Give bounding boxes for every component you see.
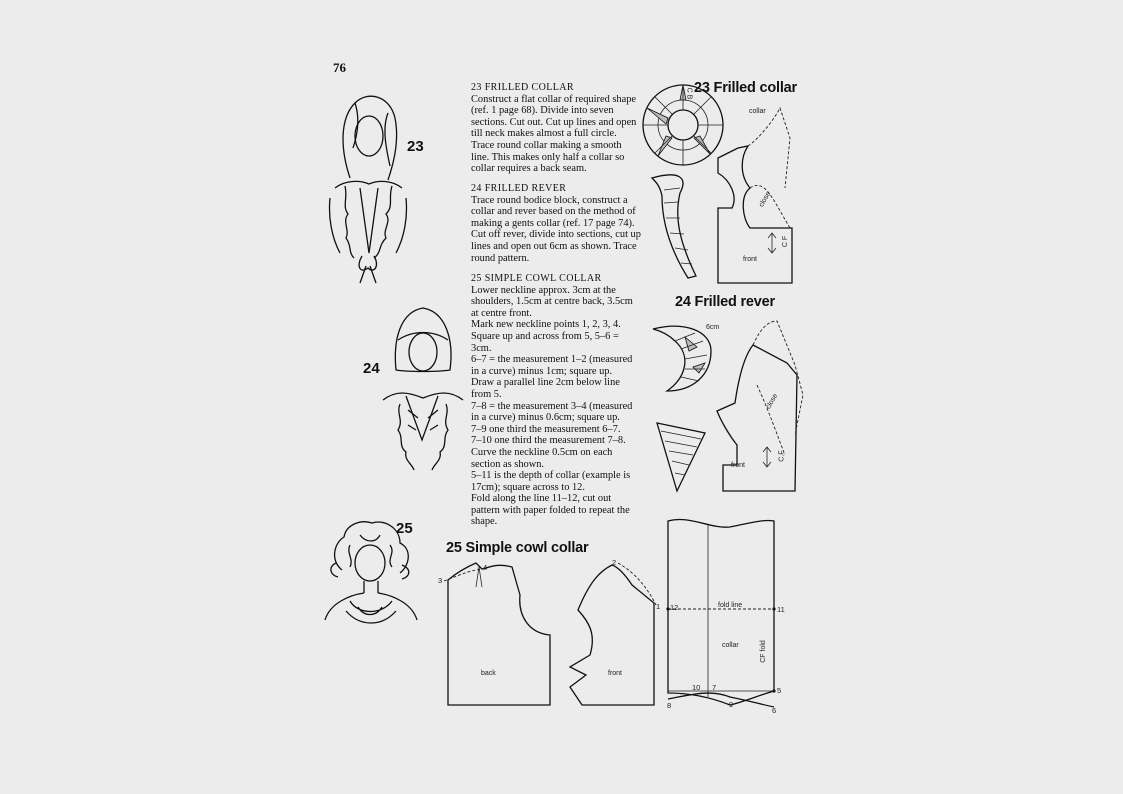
- cowl-point-8: 8: [667, 701, 672, 710]
- cowl-point-11: 11: [777, 605, 785, 614]
- cowl-point-2: 2: [612, 558, 617, 567]
- section-body: Construct a flat collar of required shape (ref. 1 page 68). Divide into seven sections. Cut out. Cut up lines and open till neck makes almost a full circle. Trace round collar making a smooth line. This makes only half a collar so collar requires a back seam.: [471, 93, 637, 175]
- simple-cowl-collar-diagram: [660, 515, 785, 715]
- section-simple-cowl-collar: [471, 273, 641, 528]
- frilled-collar-label-close: close: [758, 190, 773, 209]
- frilled-rever-label-cf: C.F.: [778, 449, 786, 462]
- cowl-point-9: 9: [729, 700, 734, 709]
- section-frilled-collar: [471, 82, 641, 175]
- frilled-collar-label-front: front: [743, 256, 758, 263]
- cowl-point-3: 3: [438, 576, 443, 585]
- frilled-rever-diagram: [645, 315, 810, 495]
- frilled-rever-label-front: front: [731, 462, 746, 469]
- frilled-collar-title: 23 Frilled collar: [694, 80, 797, 96]
- frilled-collar-label-cf: C F: [782, 235, 790, 248]
- cowl-point-1: 1: [656, 602, 661, 611]
- fig24-number: 24: [363, 360, 380, 377]
- cowl-point-10: 10: [692, 683, 701, 692]
- fig23-sketch: [320, 88, 410, 288]
- cowl-point-12: 12: [670, 603, 679, 612]
- simple-cowl-title: 25 Simple cowl collar: [446, 540, 589, 556]
- section-body: Trace round bodice block, construct a collar and rever based on the method of making a gents collar (ref. 17 page 74). Cut off rever, divide into sections, cut up lines and open out 6cm as shown. Trace round pattern.: [471, 194, 641, 264]
- section-line: 6–7 = the measurement 1–2 (measured in a curve) minus 1cm; square up.: [471, 354, 633, 377]
- fig25-number: 25: [396, 520, 413, 537]
- fig23-number: 23: [407, 138, 424, 155]
- frilled-collar-diagram: [640, 78, 810, 288]
- section-line: 7–9 one third the measurement 6–7.: [471, 423, 621, 435]
- frilled-rever-label-6cm: 6cm: [706, 324, 720, 331]
- page-number: 76: [333, 60, 346, 75]
- section-heading: 23 FRILLED COLLAR: [471, 82, 574, 93]
- simple-cowl-bodice-diagram: [440, 555, 665, 710]
- section-line: Lower neckline approx. 3cm at the shoulders, 1.5cm at centre back, 3.5cm at centre front.: [471, 284, 633, 319]
- section-heading: 25 SIMPLE COWL COLLAR: [471, 273, 602, 284]
- section-line: 5–11 is the depth of collar (example is 17cm); square across to 12.: [471, 470, 631, 493]
- frilled-rever-title: 24 Frilled rever: [675, 294, 775, 310]
- section-line: 7–10 one third the measurement 7–8.: [471, 435, 626, 447]
- section-heading: 24 FRILLED REVER: [471, 183, 567, 194]
- section-line: Curve the neckline 0.5cm on each section as shown.: [471, 446, 613, 470]
- section-line: Square up and across from 5, 5–6 = 3cm.: [471, 330, 619, 354]
- cowl-label-cf-fold: CF fold: [759, 640, 767, 663]
- cowl-point-4: 4: [483, 563, 488, 572]
- cowl-point-5: 5: [777, 686, 782, 695]
- section-frilled-rever: [471, 183, 641, 264]
- fig24-sketch: [378, 300, 468, 490]
- section-line: Draw a parallel line 2cm below line from 5.: [471, 377, 620, 400]
- frilled-rever-label-close: close: [765, 392, 780, 411]
- cowl-point-7: 7: [712, 683, 717, 692]
- cowl-label-fold-line: fold line: [718, 602, 743, 609]
- frilled-collar-label-cb: C B: [685, 87, 693, 100]
- cowl-label-front: front: [608, 670, 623, 677]
- section-line: 7–8 = the measurement 3–4 (measured in a curve) minus 0.6cm; square up.: [471, 400, 633, 424]
- section-line: Fold along the line 11–12, cut out pattern with paper folded to repeat the shape.: [471, 493, 630, 528]
- cowl-label-collar: collar: [722, 642, 739, 649]
- cowl-point-6: 6: [772, 706, 777, 715]
- frilled-collar-label-collar: collar: [749, 108, 766, 115]
- cowl-label-back: back: [481, 670, 496, 677]
- section-line: Mark new neckline points 1, 2, 3, 4.: [471, 319, 621, 331]
